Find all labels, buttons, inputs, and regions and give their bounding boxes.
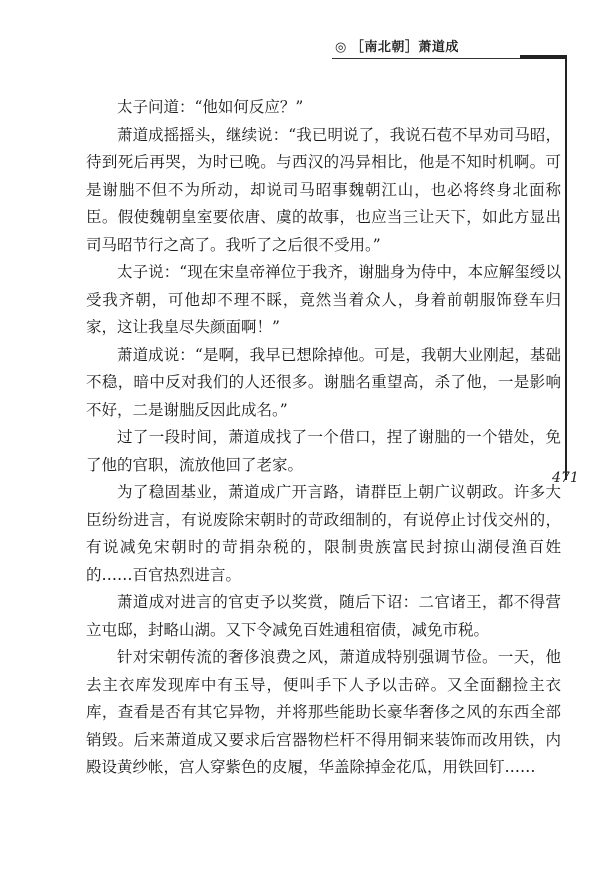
- paragraph: 萧道成说：“是啊，我早已想除掉他。可是，我朝大业刚起，基础不稳，暗中反对我们的人还很多。谢朏名重望高，杀了他，一是影响不好，二是谢朏反因此成名。”: [86, 345, 561, 419]
- header-title: ［南北朝］萧道成: [350, 40, 459, 55]
- margin-rule: [565, 55, 567, 480]
- header-rule: [332, 58, 522, 59]
- paragraph: 萧道成摇摇头，继续说：“我已明说了，我说石苞不早劝司马昭，待到死后再哭，为时已晚。与西汉的冯异相比，他是不知时机啊。可是谢朏不但不为所动，却说司马昭事魏朝江山，也必将终身北面称臣。假使魏朝皇室要依唐、虞的故事，也应当三让天下，如此方显出司马昭节行之高了。我听了之后很不受用。”: [86, 125, 561, 254]
- paragraph: 太子问道：“他如何反应？”: [117, 98, 304, 116]
- running-header: [335, 36, 459, 55]
- paragraph: 针对宋朝传流的奢侈浪费之风，萧道成特别强调节俭。一天，他去主衣库发现库中有玉导，便叫手下人予以击碎。又全面翻捡主衣库，查看是否有其它异物，并将那些能助长豪华奢侈之风的东西全部销毁。后来萧道成又要求后宫器物栏杆不得用铜来装饰而改用铁，内殿设黄纱帐，宫人穿紫色的皮履，华盖除掉金花瓜，用铁回钉……: [86, 648, 561, 776]
- circle-mark-icon: ◎: [335, 40, 347, 55]
- body-text: [86, 94, 561, 782]
- header-rule-thick: [520, 55, 565, 59]
- paragraph: 过了一段时间，萧道成找了一个借口，捏了谢朏的一个错处，免了他的官职，流放他回了老家。: [86, 428, 561, 474]
- paragraph: 太子说：“现在宋皇帝禅位于我齐，谢朏身为侍中，本应解玺绶以受我齐朝，可他却不理不睬，竟然当着众人，身着前朝服饰登车归家，这让我皇尽失颜面啊！”: [86, 263, 561, 336]
- paragraph: 为了稳固基业，萧道成广开言路，请群臣上朝广议朝政。许多大臣纷纷进言，有说废除宋朝时的苛政细制的，有说停止讨伐交州的，有说减免宋朝时的苛捐杂税的，限制贵族富民封掠山湖侵渔百姓的……百官热烈进言。: [86, 483, 561, 584]
- page-number: 471: [552, 470, 579, 486]
- paragraph: 萧道成对进言的官吏予以奖赏，随后下诏：二官诸王，都不得营立屯邸，封略山湖。又下令减免百姓逋租宿债，减免市税。: [86, 593, 561, 639]
